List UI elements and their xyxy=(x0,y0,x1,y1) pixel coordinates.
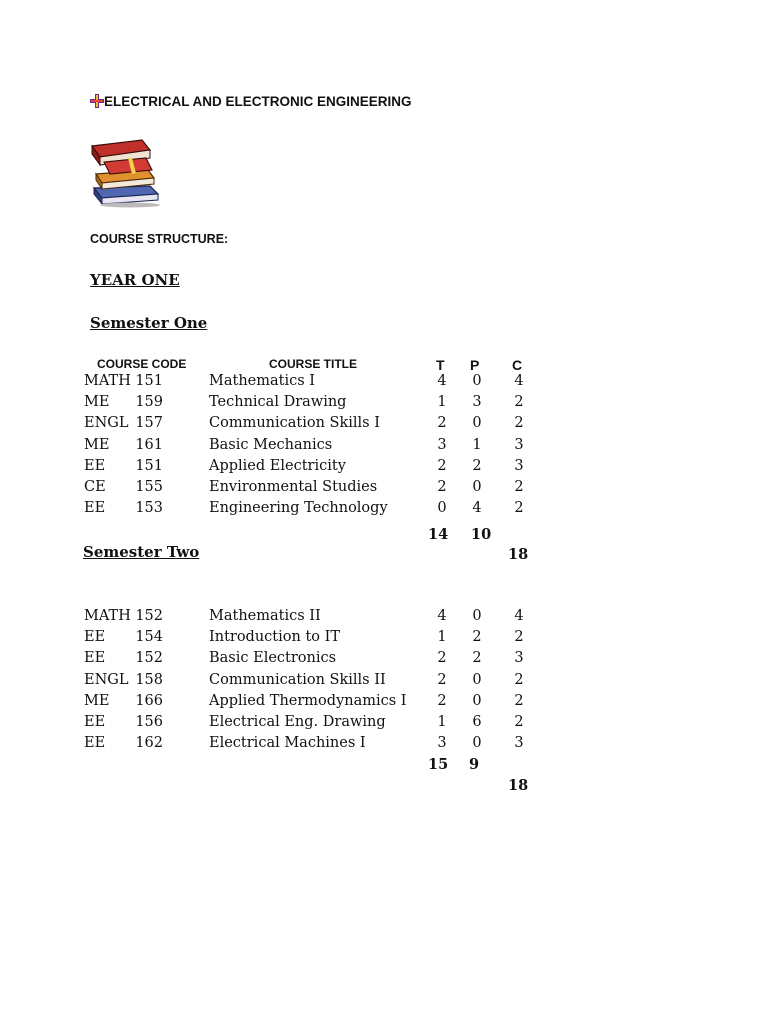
course-credits: 2 xyxy=(514,479,524,495)
course-p-hours: 0 xyxy=(472,735,482,752)
course-p-hours: 2 xyxy=(472,629,482,646)
course-credits: 4 xyxy=(514,373,524,389)
course-title: Electrical Eng. Drawing xyxy=(209,714,386,730)
course-p-hours: 2 xyxy=(472,457,482,474)
course-t-hours: 2 xyxy=(437,692,447,709)
course-credits: 3 xyxy=(514,735,524,752)
course-credits: 2 xyxy=(514,692,524,709)
course-row xyxy=(0,693,768,714)
course-title: Mathematics I xyxy=(209,373,315,389)
course-dept: ME xyxy=(84,436,110,453)
course-p-hours: 0 xyxy=(472,415,482,432)
course-title: Basic Mechanics xyxy=(209,436,333,453)
course-number: 159 xyxy=(135,394,163,411)
course-t-hours: 1 xyxy=(437,629,447,646)
course-row xyxy=(0,394,768,415)
course-credits: 4 xyxy=(514,608,524,624)
course-p-hours: 6 xyxy=(472,714,482,730)
course-number: 158 xyxy=(135,671,163,688)
course-dept: EE xyxy=(84,457,106,474)
course-dept: ENGL xyxy=(84,415,129,432)
semester-two-heading: Semester Two xyxy=(83,543,200,561)
course-t-hours: 2 xyxy=(437,479,447,495)
course-credits: 2 xyxy=(514,629,524,646)
course-structure-label: COURSE STRUCTURE: xyxy=(90,232,229,246)
course-row xyxy=(0,650,768,671)
course-p-hours: 0 xyxy=(472,692,482,709)
course-title: Applied Electricity xyxy=(209,457,346,474)
course-p-hours: 0 xyxy=(472,479,482,495)
course-title: Engineering Technology xyxy=(209,500,388,517)
course-row xyxy=(0,479,768,500)
header-p: P xyxy=(470,357,480,373)
page-title: ELECTRICAL AND ELECTRONIC ENGINEERING xyxy=(104,94,412,109)
course-t-hours: 1 xyxy=(437,394,447,411)
cross-bullet-icon xyxy=(90,94,104,108)
course-number: 152 xyxy=(135,608,163,624)
course-title: Mathematics II xyxy=(209,608,321,624)
course-title: Technical Drawing xyxy=(209,394,347,411)
course-number: 151 xyxy=(135,373,163,389)
course-credits: 3 xyxy=(514,457,524,474)
course-dept: EE xyxy=(84,629,106,646)
course-row xyxy=(0,373,768,394)
course-dept: EE xyxy=(84,650,106,667)
semester-two-total-p: 9 xyxy=(469,756,480,773)
course-row xyxy=(0,735,768,756)
header-t: T xyxy=(436,357,445,373)
course-dept: ME xyxy=(84,394,110,411)
course-row xyxy=(0,500,768,521)
course-number: 157 xyxy=(135,415,163,432)
course-p-hours: 4 xyxy=(472,500,482,517)
semester-two-total-c: 18 xyxy=(508,777,529,794)
course-credits: 2 xyxy=(514,500,524,517)
course-credits: 2 xyxy=(514,671,524,688)
course-title: Introduction to IT xyxy=(209,629,341,646)
course-row xyxy=(0,437,768,458)
course-dept: EE xyxy=(84,500,106,517)
year-heading: YEAR ONE xyxy=(90,271,180,289)
course-row xyxy=(0,415,768,436)
course-p-hours: 0 xyxy=(472,608,482,624)
course-t-hours: 2 xyxy=(437,671,447,688)
course-row xyxy=(0,629,768,650)
course-row xyxy=(0,608,768,629)
course-number: 161 xyxy=(135,436,163,453)
course-t-hours: 2 xyxy=(437,415,447,432)
course-title: Communication Skills II xyxy=(209,671,386,688)
course-credits: 3 xyxy=(514,650,524,667)
semester-one-heading: Semester One xyxy=(90,314,208,332)
course-dept: EE xyxy=(84,714,106,730)
course-title: Applied Thermodynamics I xyxy=(209,692,407,709)
course-t-hours: 3 xyxy=(437,735,447,752)
course-dept: ENGL xyxy=(84,671,129,688)
course-title: Electrical Machines I xyxy=(209,735,366,752)
course-row xyxy=(0,672,768,693)
header-c: C xyxy=(512,357,523,373)
course-title: Communication Skills I xyxy=(209,415,380,432)
semester-one-total-c: 18 xyxy=(508,546,529,563)
course-row xyxy=(0,714,768,735)
course-credits: 2 xyxy=(514,394,524,411)
course-number: 156 xyxy=(135,714,163,730)
course-credits: 3 xyxy=(514,436,524,453)
course-t-hours: 0 xyxy=(437,500,447,517)
course-number: 151 xyxy=(135,457,163,474)
course-p-hours: 3 xyxy=(472,394,482,411)
header-course-code: COURSE CODE xyxy=(97,357,187,371)
course-number: 155 xyxy=(135,479,163,495)
course-p-hours: 0 xyxy=(472,671,482,688)
course-t-hours: 4 xyxy=(437,373,447,389)
semester-one-total-p: 10 xyxy=(471,526,492,543)
course-p-hours: 1 xyxy=(472,436,482,453)
course-title: Environmental Studies xyxy=(209,479,378,495)
course-credits: 2 xyxy=(514,415,524,432)
course-credits: 2 xyxy=(514,714,524,730)
course-t-hours: 3 xyxy=(437,436,447,453)
stacked-books-icon xyxy=(88,136,168,208)
header-course-title: COURSE TITLE xyxy=(269,357,358,371)
course-t-hours: 2 xyxy=(437,650,447,667)
course-dept: MATH xyxy=(84,373,131,389)
course-number: 152 xyxy=(135,650,163,667)
semester-two-total-t: 15 xyxy=(428,756,449,773)
course-number: 166 xyxy=(135,692,163,709)
course-dept: ME xyxy=(84,692,110,709)
course-title: Basic Electronics xyxy=(209,650,337,667)
course-t-hours: 1 xyxy=(437,714,447,730)
course-p-hours: 0 xyxy=(472,373,482,389)
course-number: 162 xyxy=(135,735,163,752)
course-t-hours: 4 xyxy=(437,608,447,624)
course-p-hours: 2 xyxy=(472,650,482,667)
course-dept: CE xyxy=(84,479,106,495)
course-row xyxy=(0,458,768,479)
course-number: 154 xyxy=(135,629,163,646)
course-number: 153 xyxy=(135,500,163,517)
semester-one-total-t: 14 xyxy=(428,526,449,543)
course-t-hours: 2 xyxy=(437,457,447,474)
course-dept: EE xyxy=(84,735,106,752)
course-dept: MATH xyxy=(84,608,131,624)
